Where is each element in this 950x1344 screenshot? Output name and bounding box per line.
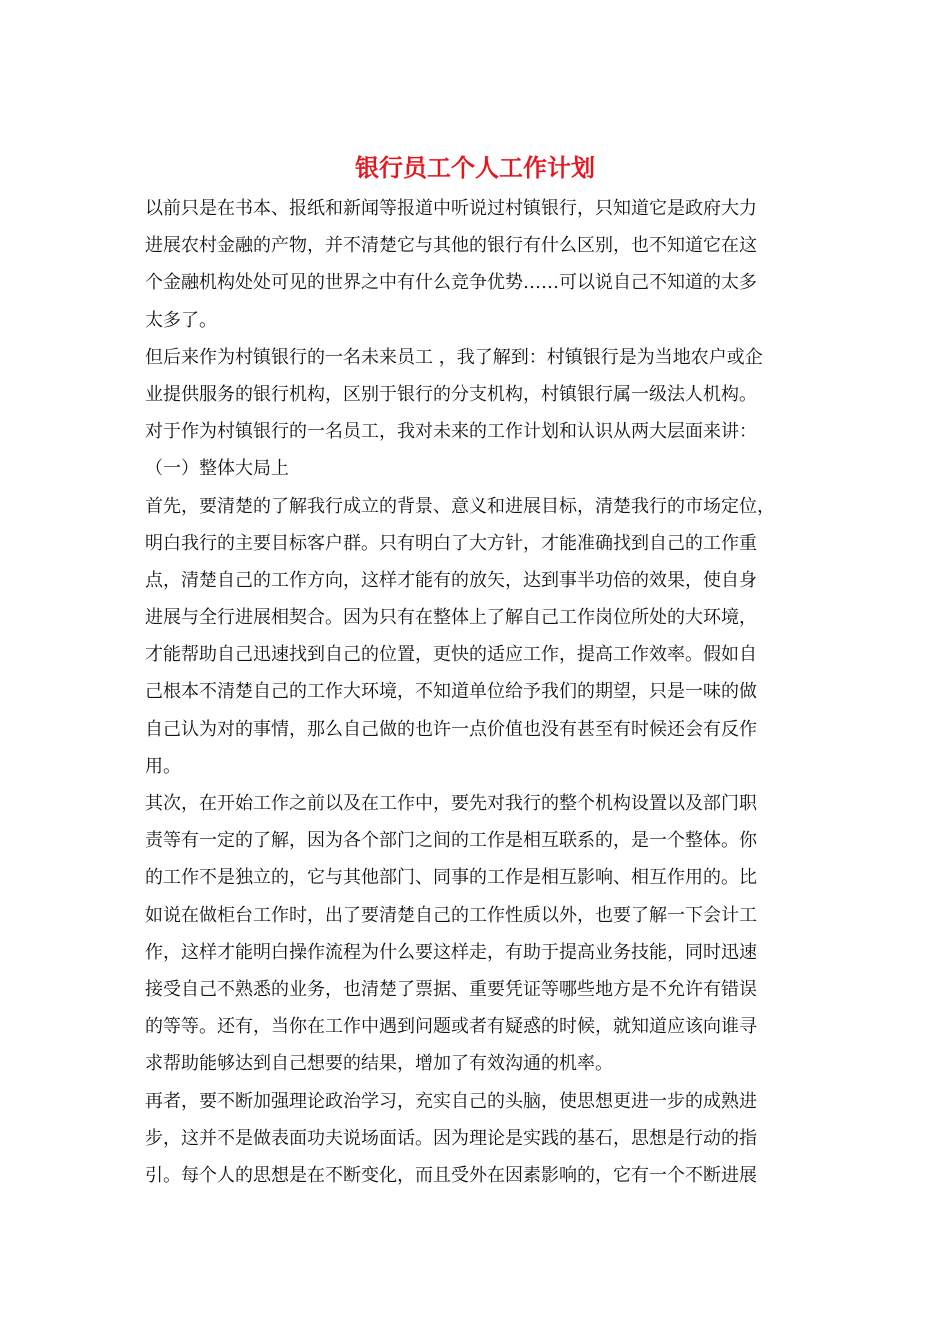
body-text-line: 但后来作为村镇银行的一名未来员工 ，我了解到：村镇银行是为当地农户或企 bbox=[145, 346, 763, 368]
body-text-line: 己根本不清楚自己的工作大环境，不知道单位给予我们的期望，只是一味的做 bbox=[145, 681, 757, 703]
body-text-line: 首先，要清楚的了解我行成立的背景、意义和进展目标，清楚我行的市场定位， bbox=[145, 495, 775, 517]
body-text-line: 作，这样才能明白操作流程为什么要这样走，有助于提高业务技能，同时迅速 bbox=[145, 941, 757, 963]
body-text-line: 的工作不是独立的，它与其他部门、同事的工作是相互影响、相互作用的。比 bbox=[145, 867, 757, 889]
body-text-line: 明白我行的主要目标客户群。只有明白了大方针，才能准确找到自己的工作重 bbox=[145, 532, 757, 554]
body-text-line: 业提供服务的银行机构，区别于银行的分支机构，村镇银行属一级法人机构。 bbox=[145, 383, 757, 405]
body-text-line: 如说在做柜台工作时，出了要清楚自己的工作性质以外，也要了解一下会计工 bbox=[145, 904, 757, 926]
body-text-line: 点，清楚自己的工作方向，这样才能有的放矢，达到事半功倍的效果，使自身 bbox=[145, 569, 757, 591]
body-text-line: 接受自己不熟悉的业务，也清楚了票据、重要凭证等哪些地方是不允许有错误 bbox=[145, 978, 757, 1000]
body-text-line: 的等等。还有，当你在工作中遇到问题或者有疑惑的时候，就知道应该向谁寻 bbox=[145, 1016, 757, 1038]
body-text-line: 才能帮助自己迅速找到自己的位置，更快的适应工作，提高工作效率。假如自 bbox=[145, 644, 757, 666]
document-title: 银行员工个人工作计划 bbox=[355, 153, 595, 182]
body-text-line: 步，这并不是做表面功夫说场面话。因为理论是实践的基石，思想是行动的指 bbox=[145, 1127, 757, 1149]
body-text-line: 对于作为村镇银行的一名员工，我对未来的工作计划和认识从两大层面来讲： bbox=[145, 421, 757, 443]
body-text-line: 再者，要不断加强理论政治学习，充实自己的头脑，使思想更进一步的成熟进 bbox=[145, 1090, 757, 1112]
document-body bbox=[145, 190, 805, 1194]
body-text-line: 用。 bbox=[145, 755, 181, 777]
body-text-line: 其次，在开始工作之前以及在工作中，要先对我行的整个机构设置以及部门职 bbox=[145, 793, 757, 814]
body-text-line: （一）整体大局上 bbox=[145, 458, 289, 480]
body-text-line: 以前只是在书本、报纸和新闻等报道中听说过村镇银行，只知道它是政府大力 bbox=[145, 198, 757, 219]
body-text-line: 求帮助能够达到自己想要的结果，增加了有效沟通的机率。 bbox=[145, 1053, 613, 1075]
body-text-line: 自己认为对的事情，那么自己做的也许一点价值也没有甚至有时候还会有反作 bbox=[145, 718, 757, 740]
body-text-line: 引。每个人的思想是在不断变化，而且受外在因素影响的，它有一个不断进展 bbox=[145, 1164, 757, 1186]
body-text-line: 进展与全行进展相契合。因为只有在整体上了解自己工作岗位所处的大环境， bbox=[145, 607, 757, 629]
body-text-line: 责等有一定的了解，因为各个部门之间的工作是相互联系的，是一个整体。你 bbox=[145, 830, 757, 852]
body-text-line: 太多了。 bbox=[145, 309, 217, 331]
body-text-line: 进展农村金融的产物，并不清楚它与其他的银行有什么区别，也不知道它在这 bbox=[145, 235, 757, 257]
body-text-line: 个金融机构处处可见的世界之中有什么竞争优势……可以说自己不知道的太多 bbox=[145, 272, 757, 294]
